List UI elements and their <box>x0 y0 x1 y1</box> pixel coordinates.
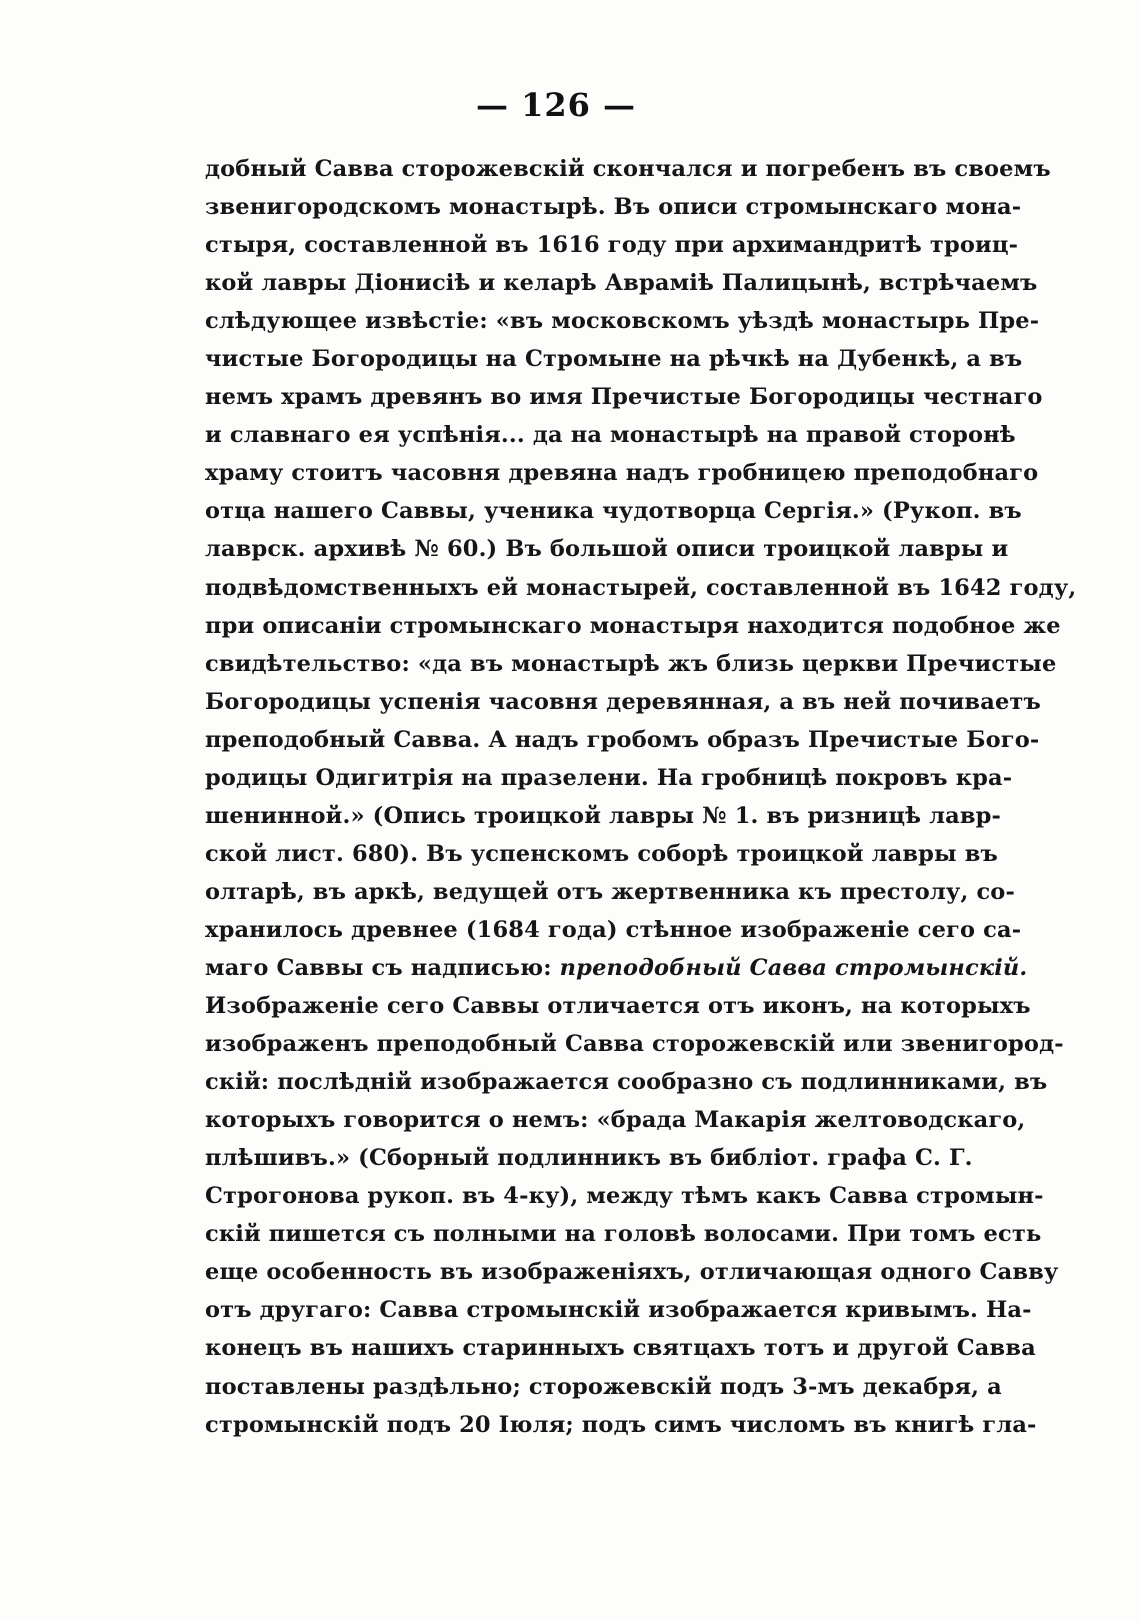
text-line: слѣдующее извѣстіе: «въ московскомъ уѣздѣ монастырь Пре- <box>205 308 1040 335</box>
text-line: еще особенность въ изображеніяхъ, отличающая одного Савву <box>205 1259 1059 1286</box>
text-line: которыхъ говорится о немъ: «брада Макарія желтоводскаго, <box>205 1107 1026 1134</box>
text-line: подвѣдомственныхъ ей монастырей, составленной въ 1642 году, <box>205 574 1077 601</box>
text-line: и славнаго ея успѣнія... да на монастырѣ на правой сторонѣ <box>205 422 1016 449</box>
italic-inscription: преподобный Савва стромынскій. <box>559 954 1028 981</box>
text-line-with-inscription <box>205 949 1028 987</box>
text-line: отца нашего Саввы, ученика чудотворца Сергія.» (Рукоп. въ <box>205 498 1022 525</box>
text-line: Богородицы успенія часовня деревянная, а въ ней почиваетъ <box>205 688 1041 715</box>
page-number: — 126 — <box>475 86 637 124</box>
text-line: Изображеніе сего Саввы отличается отъ иконъ, на которыхъ <box>205 993 1031 1020</box>
text-line: изображенъ преподобный Савва сторожевскій или звенигород- <box>205 1031 1064 1058</box>
text-line: скій пишется съ полными на головѣ волосами. При томъ есть <box>205 1221 1042 1248</box>
text-line: плѣшивъ.» (Сборный подлинникъ въ библіот. графа С. Г. <box>205 1145 973 1172</box>
text-line: свидѣтельство: «да въ монастырѣ жъ близь церкви Пречистые <box>205 650 1057 677</box>
text-line: поставлены раздѣльно; сторожевскій подъ 3-мъ декабря, а <box>205 1373 1002 1400</box>
text-segment: маго Саввы съ надписью: <box>205 954 560 981</box>
text-line: Строгонова рукоп. въ 4-ку), между тѣмъ какъ Савва стромын- <box>205 1183 1044 1210</box>
text-line: храму стоитъ часовня древяна надъ гробницею преподобнаго <box>205 460 1039 487</box>
text-line: при описаніи стромынскаго монастыря находится подобное же <box>205 612 1061 639</box>
body-text <box>205 150 1077 1444</box>
text-line: преподобный Савва. А надъ гробомъ образъ Пречистые Бого- <box>205 726 1040 753</box>
text-line: конецъ въ нашихъ старинныхъ святцахъ тотъ и другой Савва <box>205 1335 1036 1362</box>
text-line: отъ другаго: Савва стромынскій изображается кривымъ. На- <box>205 1297 1032 1324</box>
text-line: кой лавры Діонисіѣ и келарѣ Аврамiѣ Палицынѣ, встрѣчаемъ <box>205 270 1038 297</box>
text-line: чистые Богородицы на Стромыне на рѣчкѣ на Дубенкѣ, а въ <box>205 346 1023 373</box>
text-line: скій: послѣдній изображается сообразно съ подлинниками, въ <box>205 1069 1048 1096</box>
text-line: шенинной.» (Опись троицкой лавры № 1. въ ризницѣ лавр- <box>205 802 1001 829</box>
text-line: родицы Одигитрія на празелени. На гробницѣ покровъ кра- <box>205 764 1013 791</box>
text-line: стыря, составленной въ 1616 году при архимандритѣ троиц- <box>205 232 1019 259</box>
text-line: олтарѣ, въ аркѣ, ведущей отъ жертвенника къ престолу, со- <box>205 878 1015 905</box>
text-line: лаврск. архивѣ № 60.) Въ большой описи троицкой лавры и <box>205 536 1009 563</box>
text-line: хранилось древнее (1684 года) стѣнное изображеніе сего са- <box>205 916 1022 943</box>
text-line: ской лист. 680). Въ успенскомъ соборѣ троицкой лавры въ <box>205 840 998 867</box>
text-line: звенигородскомъ монастырѣ. Въ описи стромынскаго мона- <box>205 194 1022 221</box>
text-line: немъ храмъ древянъ во имя Пречистые Богородицы честнаго <box>205 384 1043 411</box>
text-line: стромынскій подъ 20 Іюля; подъ симъ числомъ въ книгѣ гла- <box>205 1411 1037 1438</box>
text-line: добный Савва сторожевскій скончался и погребенъ въ своемъ <box>205 156 1051 182</box>
